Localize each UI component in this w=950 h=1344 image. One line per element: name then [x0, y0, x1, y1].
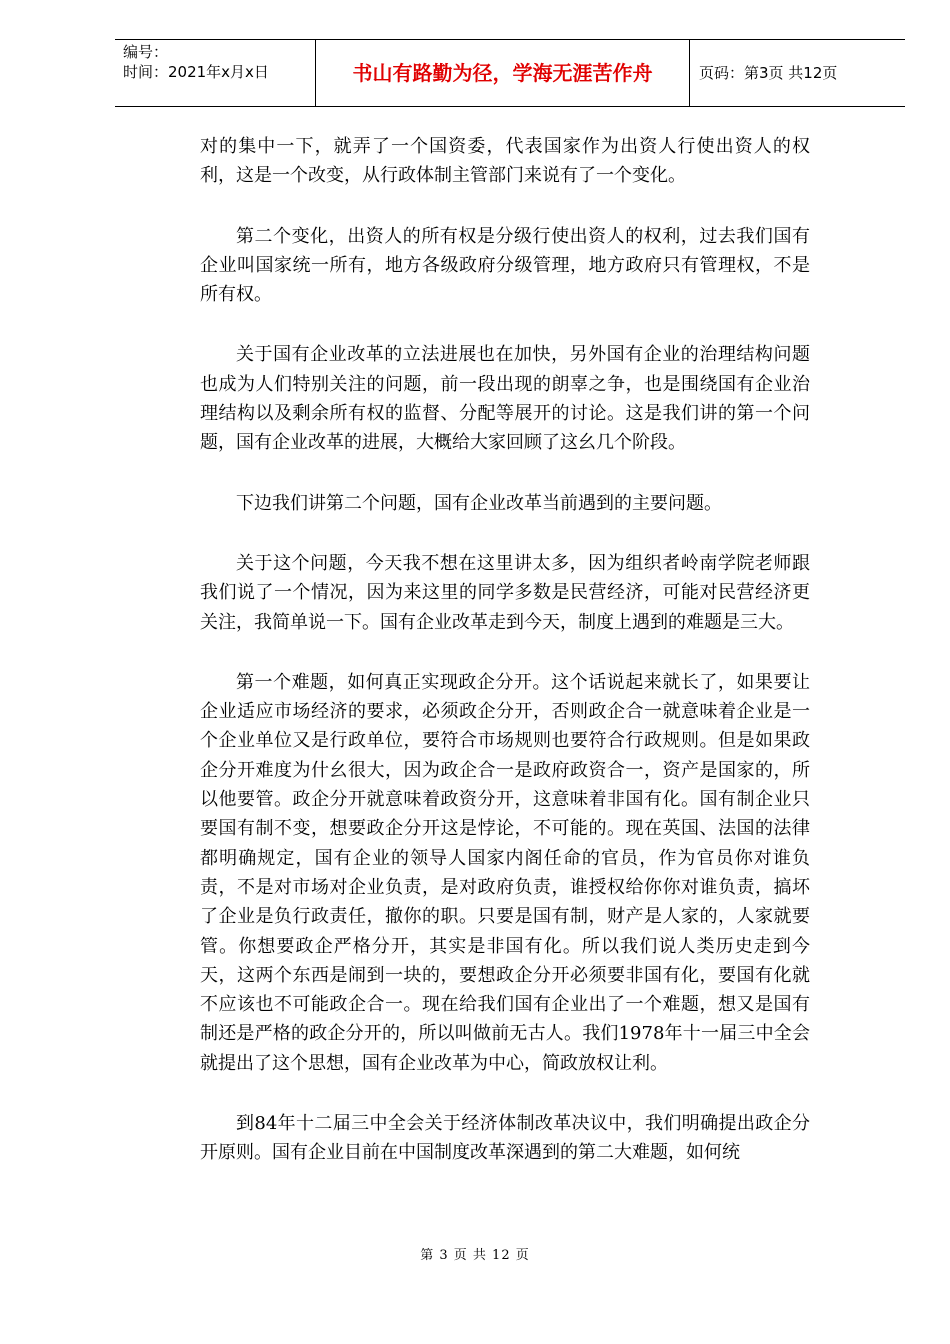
header-motto: 书山有路勤为径，学海无涯苦作舟 [316, 40, 690, 106]
page-header [115, 39, 905, 107]
page-footer: 第 3 页 共 12 页 [420, 1248, 530, 1263]
document-number-label: 编号： [123, 43, 169, 61]
paragraph-4: 下边我们讲第二个问题，国有企业改革当前遇到的主要问题。 [236, 492, 722, 514]
header-page-label: 页码：第3页 共12页 [699, 64, 838, 82]
document-body [200, 132, 810, 1199]
document-time-label: 时间：2021年x月x日 [123, 63, 269, 81]
paragraph-7: 到84年十二届三中全会关于经济体制改革决议中，我们明确提出政企分开原则。国有企业目前在中国制度改革深遇到的第二大难题，如何统 [200, 1113, 810, 1164]
paragraph-6: 第一个难题，如何真正实现政企分开。这个话说起来就长了，如果要让企业适应市场经济的要求，必须政企分开，否则政企合一就意味着企业是一个企业单位又是行政单位，要符合市场规则也要符合行政规则。但是如果政企分开难度为什幺很大，因为政企合一是政府政资合一，资产是国家的，所以他要管。政企分开就意味着政资分开，这意味着非国有化。国有制企业只要国有制不变，想要政企分开这是悖论，不可能的。现在英国、法国的法律都明确规定，国有企业的领导人国家内阁任命的官员，作为官员你对谁负责，不是对市场对企业负责，是对政府负责，谁授权给你你对谁负责，搞坏了企业是负行政责任，撤你的职。只要是国有制，财产是人家的，人家就要管。你想要政企严格分开，其实是非国有化。所以我们说人类历史走到今天，这两个东西是闹到一块的，要想政企分开必须要非国有化，要国有化就不应该也不可能政企合一。现在给我们国有企业出了一个难题，想又是国有制还是严格的政企分开的，所以叫做前无古人。我们1978年十一届三中全会就提出了这个思想，国有企业改革为中心，简政放权让利。 [200, 671, 810, 1074]
paragraph-2: 第二个变化，出资人的所有权是分级行使出资人的权利，过去我们国有企业叫国家统一所有，地方各级政府分级管理，地方政府只有管理权，不是所有权。 [200, 225, 810, 306]
paragraph-1: 对的集中一下，就弄了一个国资委，代表国家作为出资人行使出资人的权利，这是一个改变，从行政体制主管部门来说有了一个变化。 [200, 136, 810, 187]
paragraph-3: 关于国有企业改革的立法进展也在加快，另外国有企业的治理结构问题也成为人们特别关注的问题，前一段出现的朗辜之争，也是围绕国有企业治理结构以及剩余所有权的监督、分配等展开的讨论。这是我们讲的第一个问题，国有企业改革的进展，大概给大家回顾了这幺几个阶段。 [200, 344, 810, 454]
paragraph-5: 关于这个问题，今天我不想在这里讲太多，因为组织者岭南学院老师跟我们说了一个情况，因为来这里的同学多数是民营经济，可能对民营经济更关注，我简单说一下。国有企业改革走到今天，制度上遇到的难题是三大。 [200, 552, 810, 633]
header-meta-cell [115, 40, 316, 106]
